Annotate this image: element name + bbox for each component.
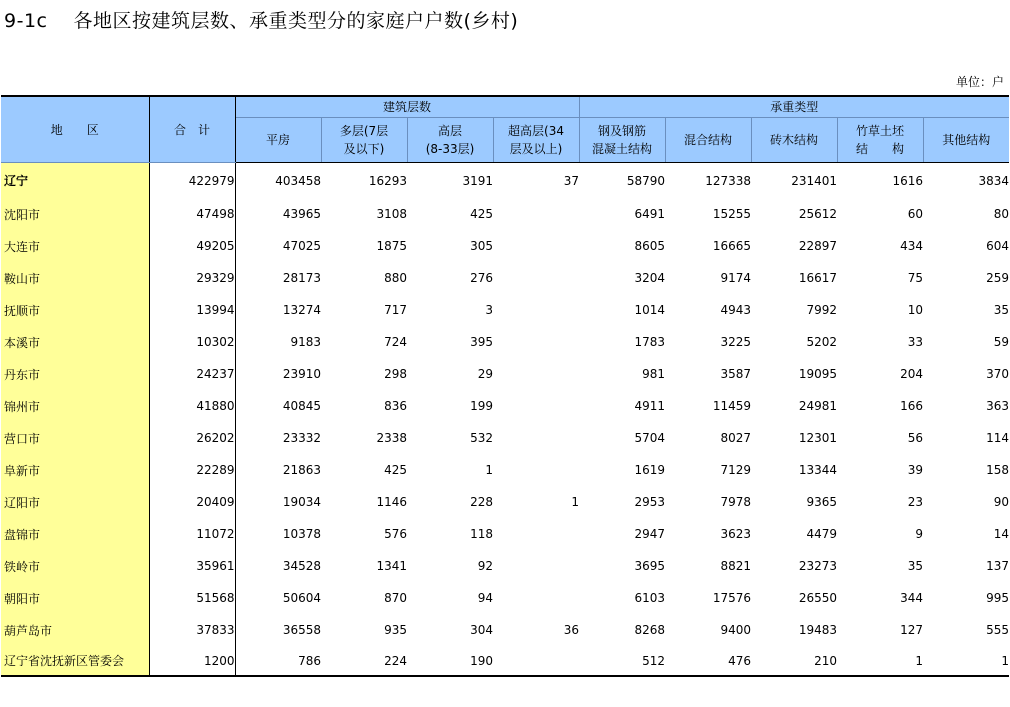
- table-row: [1, 358, 1009, 390]
- value-cell: 228: [470, 495, 493, 509]
- value-cell: 425: [470, 207, 493, 221]
- value-cell: 39: [907, 463, 924, 477]
- value-cell: [493, 198, 579, 230]
- value-cell: 8027: [720, 431, 752, 445]
- value-cell: 12301: [798, 431, 838, 445]
- value-cell: 15255: [712, 207, 752, 221]
- value-cell: 1: [923, 646, 1009, 676]
- header-col-line: 平房: [265, 133, 290, 147]
- header-col-0: [235, 118, 321, 163]
- value-cell: 190: [407, 646, 493, 676]
- total-cell: 13994: [149, 294, 235, 326]
- value-cell: 56: [907, 431, 924, 445]
- value-cell: 576: [384, 527, 407, 541]
- table-row: [1, 582, 1009, 614]
- value-cell: 40845: [282, 399, 321, 413]
- value-cell: 7978: [720, 495, 752, 509]
- unit-label: 单位：户: [955, 75, 1004, 89]
- header-col-line: 竹草土坯: [856, 124, 905, 138]
- value-cell: 1: [485, 463, 493, 477]
- value-cell: 127338: [705, 173, 752, 188]
- region-name-cell: 辽宁: [1, 163, 149, 199]
- data-table: [1, 95, 1009, 677]
- value-cell: 231401: [791, 173, 838, 188]
- value-cell: 50604: [282, 591, 321, 605]
- value-cell: 1146: [376, 495, 407, 509]
- value-cell: 17576: [712, 591, 752, 605]
- header-col-line: 钢及钢筋: [598, 124, 647, 138]
- value-cell: 4911: [634, 399, 666, 413]
- table-title: 各地区按建筑层数、承重类型分的家庭户户数(乡村): [73, 10, 519, 32]
- value-cell: 127: [900, 623, 924, 637]
- value-cell: 204: [900, 367, 924, 381]
- region-name-cell: 锦州市: [1, 390, 149, 422]
- value-cell: 158: [986, 463, 1010, 477]
- value-cell: 3623: [720, 527, 752, 541]
- total-cell: 11072: [149, 518, 235, 550]
- value-cell: 16665: [712, 239, 752, 253]
- value-cell: 34528: [282, 559, 321, 573]
- value-cell: 3695: [634, 559, 666, 573]
- value-cell: 304: [470, 623, 493, 637]
- value-cell: 118: [470, 527, 493, 541]
- value-cell: 37: [563, 173, 580, 188]
- total-cell: 1200: [149, 646, 235, 676]
- value-cell: 344: [900, 591, 924, 605]
- table-body: [1, 163, 1009, 677]
- header-total: 合 计: [149, 96, 235, 163]
- value-cell: 1619: [634, 463, 666, 477]
- value-cell: [493, 646, 579, 676]
- value-cell: 9365: [806, 495, 838, 509]
- total-cell: 422979: [149, 163, 235, 199]
- value-cell: 33: [907, 335, 924, 349]
- value-cell: 35: [993, 303, 1010, 317]
- table-row: [1, 646, 1009, 676]
- table-row: [1, 230, 1009, 262]
- value-cell: [493, 294, 579, 326]
- value-cell: [493, 358, 579, 390]
- value-cell: 786: [235, 646, 321, 676]
- value-cell: 19483: [798, 623, 838, 637]
- region-name-cell: 辽阳市: [1, 486, 149, 518]
- value-cell: 8821: [720, 559, 752, 573]
- page-title: [4, 6, 518, 33]
- value-cell: 6491: [634, 207, 666, 221]
- value-cell: 36558: [282, 623, 321, 637]
- table-row: [1, 422, 1009, 454]
- value-cell: 1875: [376, 239, 407, 253]
- header-group-structure: 承重类型: [579, 96, 1009, 118]
- value-cell: 166: [900, 399, 924, 413]
- value-cell: 370: [986, 367, 1010, 381]
- value-cell: 13344: [798, 463, 838, 477]
- value-cell: 7129: [720, 463, 752, 477]
- value-cell: 604: [986, 239, 1010, 253]
- value-cell: 23910: [282, 367, 321, 381]
- total-cell: 51568: [149, 582, 235, 614]
- value-cell: 28173: [282, 271, 321, 285]
- total-cell: 26202: [149, 422, 235, 454]
- value-cell: 23: [907, 495, 924, 509]
- value-cell: 3204: [634, 271, 666, 285]
- total-cell: 35961: [149, 550, 235, 582]
- value-cell: 224: [321, 646, 407, 676]
- value-cell: 8605: [634, 239, 666, 253]
- table-number: 9-1c: [4, 10, 48, 32]
- table-row: [1, 486, 1009, 518]
- header-col-4: [579, 118, 665, 163]
- value-cell: [493, 262, 579, 294]
- value-cell: 1: [837, 646, 923, 676]
- total-cell: 47498: [149, 198, 235, 230]
- header-col-line: (8-33层): [425, 142, 475, 156]
- header-col-line: 结 构: [856, 142, 905, 156]
- table-row: [1, 518, 1009, 550]
- value-cell: [493, 390, 579, 422]
- value-cell: 259: [986, 271, 1010, 285]
- value-cell: 8268: [634, 623, 666, 637]
- value-cell: [493, 230, 579, 262]
- value-cell: 23332: [282, 431, 321, 445]
- total-cell: 10302: [149, 326, 235, 358]
- header-col-line: 高层: [437, 124, 462, 138]
- value-cell: 434: [900, 239, 924, 253]
- value-cell: 3834: [978, 173, 1010, 188]
- table-row: [1, 326, 1009, 358]
- value-cell: 1783: [634, 335, 666, 349]
- value-cell: 47025: [282, 239, 321, 253]
- value-cell: 836: [384, 399, 407, 413]
- value-cell: 981: [642, 367, 666, 381]
- total-cell: 20409: [149, 486, 235, 518]
- value-cell: 23273: [798, 559, 838, 573]
- value-cell: 9: [915, 527, 924, 541]
- total-cell: 29329: [149, 262, 235, 294]
- value-cell: 3: [485, 303, 493, 317]
- value-cell: 870: [384, 591, 407, 605]
- header-col-7: [837, 118, 923, 163]
- region-name-cell: 阜新市: [1, 454, 149, 486]
- value-cell: 717: [384, 303, 407, 317]
- value-cell: 1014: [634, 303, 666, 317]
- table-row: [1, 163, 1009, 199]
- value-cell: 75: [907, 271, 924, 285]
- value-cell: 512: [579, 646, 665, 676]
- value-cell: 298: [384, 367, 407, 381]
- region-name-cell: 盘锦市: [1, 518, 149, 550]
- region-name-cell: 鞍山市: [1, 262, 149, 294]
- value-cell: [493, 422, 579, 454]
- value-cell: 425: [384, 463, 407, 477]
- table-row: [1, 198, 1009, 230]
- value-cell: 395: [470, 335, 493, 349]
- region-name-cell: 铁岭市: [1, 550, 149, 582]
- region-name-cell: 大连市: [1, 230, 149, 262]
- value-cell: 80: [993, 207, 1010, 221]
- header-col-8: [923, 118, 1009, 163]
- value-cell: 24981: [798, 399, 838, 413]
- value-cell: 10: [907, 303, 924, 317]
- value-cell: 199: [470, 399, 493, 413]
- value-cell: 1616: [892, 173, 924, 188]
- value-cell: 532: [470, 431, 493, 445]
- header-col-line: 超高层(34: [508, 124, 564, 138]
- value-cell: 59: [993, 335, 1010, 349]
- value-cell: 276: [470, 271, 493, 285]
- value-cell: 4479: [806, 527, 838, 541]
- value-cell: 22897: [798, 239, 838, 253]
- total-cell: 37833: [149, 614, 235, 646]
- value-cell: 4943: [720, 303, 752, 317]
- value-cell: 2338: [376, 431, 407, 445]
- value-cell: 14: [993, 527, 1010, 541]
- region-name-cell: 沈阳市: [1, 198, 149, 230]
- value-cell: 9400: [720, 623, 752, 637]
- value-cell: 16617: [798, 271, 838, 285]
- header-group-floors: 建筑层数: [235, 96, 579, 118]
- table-row: [1, 390, 1009, 422]
- header-col-line: 多层(7层: [339, 124, 389, 138]
- total-cell: 41880: [149, 390, 235, 422]
- value-cell: 35: [907, 559, 924, 573]
- value-cell: 90: [993, 495, 1010, 509]
- header-col-line: 混凝土结构: [592, 142, 653, 156]
- value-cell: 363: [986, 399, 1010, 413]
- value-cell: 13274: [282, 303, 321, 317]
- table-row: [1, 454, 1009, 486]
- value-cell: 19095: [798, 367, 838, 381]
- table-row: [1, 262, 1009, 294]
- value-cell: 9183: [290, 335, 321, 349]
- region-name-cell: 抚顺市: [1, 294, 149, 326]
- value-cell: 305: [470, 239, 493, 253]
- value-cell: 880: [384, 271, 407, 285]
- value-cell: 21863: [282, 463, 321, 477]
- value-cell: 25612: [798, 207, 838, 221]
- value-cell: 43965: [282, 207, 321, 221]
- value-cell: 29: [477, 367, 493, 381]
- value-cell: 9174: [720, 271, 752, 285]
- header-col-1: [321, 118, 407, 163]
- value-cell: [493, 550, 579, 582]
- value-cell: 935: [384, 623, 407, 637]
- header-col-line: 其他结构: [942, 133, 991, 147]
- value-cell: 94: [477, 591, 493, 605]
- value-cell: 3108: [376, 207, 407, 221]
- value-cell: 58790: [626, 173, 666, 188]
- value-cell: 36: [563, 623, 580, 637]
- value-cell: 403458: [275, 173, 321, 188]
- header-col-2: [407, 118, 493, 163]
- header-col-line: 砖木结构: [770, 133, 819, 147]
- header-region: 地 区: [1, 96, 149, 163]
- value-cell: 19034: [282, 495, 321, 509]
- value-cell: 210: [751, 646, 837, 676]
- value-cell: 555: [986, 623, 1010, 637]
- region-name-cell: 朝阳市: [1, 582, 149, 614]
- table-row: [1, 550, 1009, 582]
- value-cell: 114: [986, 431, 1010, 445]
- value-cell: [493, 582, 579, 614]
- table-row: [1, 614, 1009, 646]
- value-cell: 5704: [634, 431, 666, 445]
- value-cell: 2947: [634, 527, 666, 541]
- value-cell: [493, 326, 579, 358]
- value-cell: 60: [907, 207, 924, 221]
- value-cell: 16293: [368, 173, 407, 188]
- value-cell: 3191: [462, 173, 493, 188]
- value-cell: 6103: [634, 591, 666, 605]
- value-cell: 26550: [798, 591, 838, 605]
- value-cell: 3225: [720, 335, 752, 349]
- table-row: [1, 294, 1009, 326]
- value-cell: 10378: [282, 527, 321, 541]
- value-cell: 7992: [806, 303, 838, 317]
- value-cell: 476: [665, 646, 751, 676]
- value-cell: 3587: [720, 367, 752, 381]
- value-cell: 724: [384, 335, 407, 349]
- header-col-line: 混合结构: [684, 133, 733, 147]
- value-cell: [493, 518, 579, 550]
- value-cell: 1341: [376, 559, 407, 573]
- table-header: [1, 96, 1009, 163]
- header-col-3: [493, 118, 579, 163]
- header-col-5: [665, 118, 751, 163]
- total-cell: 22289: [149, 454, 235, 486]
- value-cell: 2953: [634, 495, 666, 509]
- header-col-line: 及以下): [343, 142, 385, 156]
- value-cell: [493, 454, 579, 486]
- header-col-line: 层及以上): [509, 142, 563, 156]
- value-cell: 11459: [712, 399, 752, 413]
- region-name-cell: 葫芦岛市: [1, 614, 149, 646]
- region-name-cell: 辽宁省沈抚新区管委会: [1, 646, 149, 676]
- total-cell: 49205: [149, 230, 235, 262]
- value-cell: 5202: [806, 335, 838, 349]
- value-cell: 137: [986, 559, 1010, 573]
- region-name-cell: 本溪市: [1, 326, 149, 358]
- header-col-6: [751, 118, 837, 163]
- value-cell: 92: [477, 559, 493, 573]
- total-cell: 24237: [149, 358, 235, 390]
- region-name-cell: 营口市: [1, 422, 149, 454]
- value-cell: 1: [571, 495, 580, 509]
- value-cell: 995: [986, 591, 1010, 605]
- region-name-cell: 丹东市: [1, 358, 149, 390]
